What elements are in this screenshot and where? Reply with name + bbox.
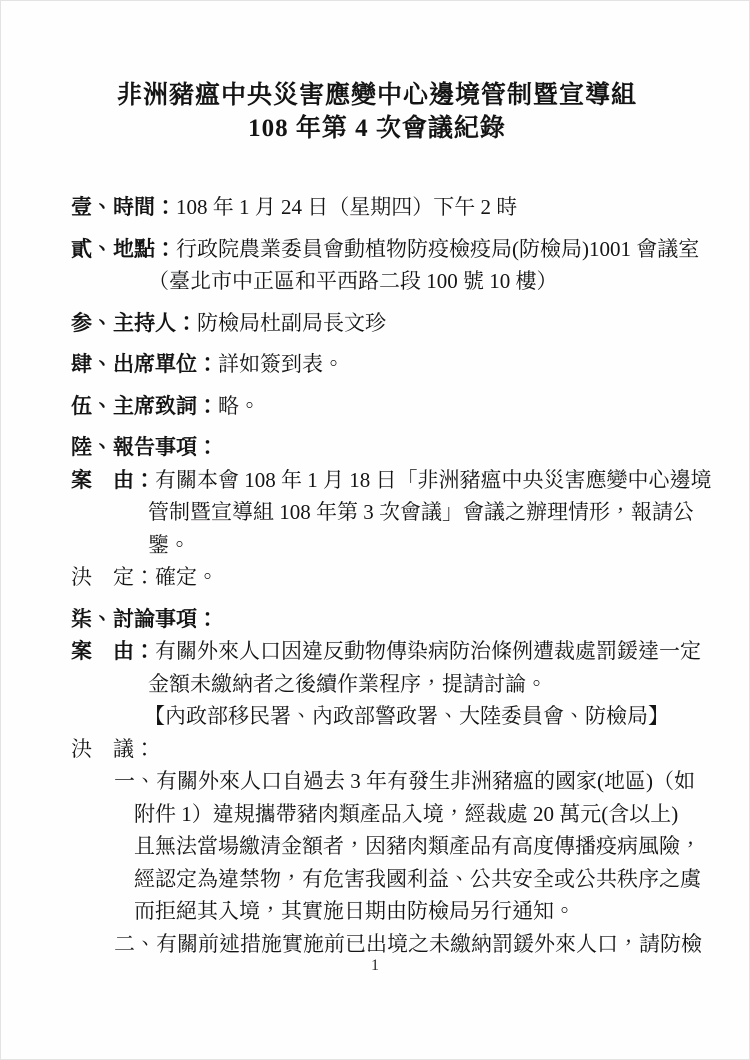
- resolution-heading: 決 議：: [71, 736, 155, 761]
- section-reports-heading: 陸、報告事項：: [71, 435, 218, 459]
- discussion-case-label: 案 由：: [71, 639, 155, 663]
- report-case-label: 案 由：: [71, 467, 155, 492]
- resolution-item-1: [71, 765, 701, 928]
- discussion-case-line1: 有關外來人口因違反動物傳染病防治條例遭裁處罰鍰達一定: [155, 639, 701, 663]
- report-decision-value: 確定。: [155, 565, 218, 589]
- section-attendees-value: 詳如簽到表。: [218, 352, 344, 376]
- document-body: [71, 191, 712, 960]
- resolution-item-1-line1: 有關外來人口自過去 3 年有發生非洲豬瘟的國家(地區)（如: [156, 769, 695, 793]
- section-discussion-heading: 柒、討論事項：: [71, 606, 218, 631]
- report-case-line2: 管制暨宣導組 108 年第 3 次會議」會議之辦理情形，報請公: [148, 500, 694, 524]
- section-location-label: 貳、地點：: [71, 236, 176, 261]
- resolution-item-2-line1: 有關前述措施實施前已出境之未繳納罰鍰外來人口，請防檢: [156, 931, 702, 956]
- resolution-item-2-number: 二、: [114, 931, 156, 956]
- report-decision-label: 決 定：: [71, 565, 155, 589]
- discussion-case: [71, 635, 701, 733]
- resolution-item-1-line4: 經認定為違禁物，有危害我國利益、公共安全或公共秩序之虞: [134, 866, 701, 891]
- report-case-line1: 有關本會 108 年 1 月 18 日「非洲豬瘟中央災害應變中心邊境: [155, 467, 712, 492]
- section-time-value: 108 年 1 月 24 日（星期四）下午 2 時: [176, 195, 518, 219]
- report-case: [71, 464, 712, 562]
- section-host-value: 防檢局杜副局長文珍: [197, 310, 386, 335]
- resolution-item-1-number: 一、: [114, 769, 156, 793]
- section-location: [71, 233, 700, 298]
- section-location-value: 行政院農業委員會動植物防疫檢疫局(防檢局)1001 會議室: [176, 236, 700, 261]
- section-chair-remarks-label: 伍、主席致詞：: [71, 393, 218, 418]
- section-host: [71, 307, 683, 340]
- report-decision: [71, 561, 683, 594]
- section-attendees: [71, 348, 683, 381]
- page-number: 1: [371, 957, 379, 974]
- resolution-item-1-line5: 而拒絕其入境，其實施日期由防檢局另行通知。: [134, 899, 575, 923]
- section-attendees-label: 肆、出席單位：: [71, 352, 218, 376]
- section-chair-remarks: [71, 390, 683, 423]
- section-host-label: 参、主持人：: [71, 310, 197, 335]
- resolution-item-1-line3: 且無法當場繳清金額者，因豬肉類產品有高度傳播疫病風險，: [134, 834, 701, 858]
- section-location-address: （臺北市中正區和平西路二段 100 號 10 樓）: [148, 269, 558, 293]
- section-chair-remarks-value: 略。: [218, 393, 260, 418]
- document-title-line2: 108 年第 4 次會議紀錄: [248, 115, 506, 142]
- discussion-case-line2: 金額未繳納者之後續作業程序，提請討論。: [148, 671, 547, 696]
- section-time-label: 壹、時間：: [71, 195, 176, 219]
- section-time: [71, 191, 683, 224]
- resolution-item-1-line2: 附件 1）違規攜帶豬肉類產品入境，經裁處 20 萬元(含以上): [134, 801, 679, 826]
- report-case-line3: 鑒。: [148, 532, 190, 557]
- document-title-line1: 非洲豬瘟中央災害應變中心邊境管制暨宣導組: [116, 82, 637, 109]
- document-title: [71, 79, 683, 145]
- discussion-agencies: 【內政部移民署、內政部警政署、大陸委員會、防檢局】: [144, 704, 669, 728]
